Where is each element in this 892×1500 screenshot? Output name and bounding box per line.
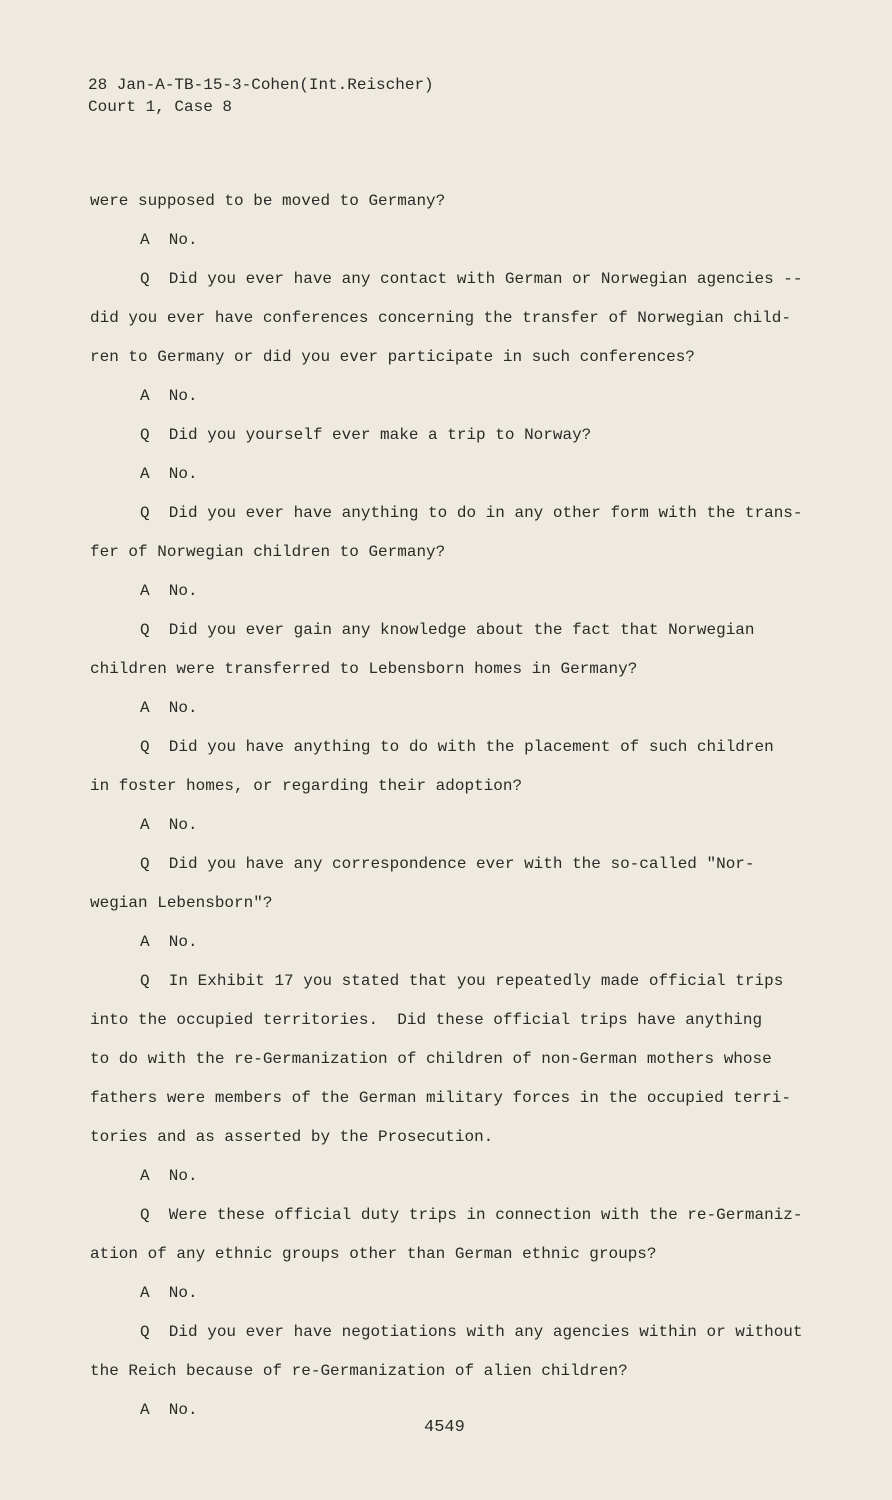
page-number: 4549 — [424, 1418, 465, 1437]
transcript-line: children were transferred to Lebensborn homes in Germany? — [90, 660, 638, 678]
transcript-body — [90, 188, 820, 1436]
transcript-line: A No. — [140, 465, 198, 483]
transcript-line: ation of any ethnic groups other than German ethnic groups? — [90, 1245, 657, 1263]
transcript-line: wegian Lebensborn"? — [90, 894, 273, 912]
transcript-line: fer of Norwegian children to Germany? — [90, 543, 446, 561]
transcript-line: Q Did you yourself ever make a trip to Norway? — [140, 426, 592, 444]
transcript-line: Q Did you have anything to do with the placement of such children — [140, 738, 774, 756]
transcript-line: A No. — [140, 1284, 198, 1302]
header-reference: 28 Jan-A-TB-15-3-Cohen(Int.Reischer) — [88, 76, 434, 94]
transcript-line: into the occupied territories. Did these official trips have anything — [90, 1011, 763, 1029]
transcript-line: A No. — [140, 231, 198, 249]
transcript-line: tories and as asserted by the Prosecution. — [90, 1128, 494, 1146]
transcript-line: the Reich because of re-Germanization of alien children? — [90, 1362, 628, 1380]
transcript-line: A No. — [140, 933, 198, 951]
transcript-line: Q Did you have any correspondence ever with the so-called "Nor- — [140, 855, 755, 873]
transcript-line: A No. — [140, 1401, 198, 1419]
transcript-line: Q Did you ever gain any knowledge about the fact that Norwegian — [140, 621, 755, 639]
header-court: Court 1, Case 8 — [88, 98, 233, 116]
transcript-line: A No. — [140, 1167, 198, 1185]
transcript-line: A No. — [140, 699, 198, 717]
transcript-line: A No. — [140, 816, 198, 834]
transcript-line: fathers were members of the German military forces in the occupied terri- — [90, 1089, 791, 1107]
document-header — [88, 74, 434, 118]
transcript-line: A No. — [140, 582, 198, 600]
transcript-line: Q Did you ever have negotiations with any agencies within or without — [140, 1323, 803, 1341]
transcript-line: Q Were these official duty trips in connection with the re-Germaniz- — [140, 1206, 803, 1224]
transcript-line: did you ever have conferences concerning the transfer of Norwegian child- — [90, 309, 791, 327]
transcript-line: were supposed to be moved to Germany? — [90, 192, 446, 210]
transcript-line: Q Did you ever have any contact with German or Norwegian agencies -- — [140, 270, 803, 288]
transcript-line: in foster homes, or regarding their adoption? — [90, 777, 523, 795]
transcript-line: A No. — [140, 387, 198, 405]
transcript-line: ren to Germany or did you ever participate in such conferences? — [90, 348, 695, 366]
transcript-line: to do with the re-Germanization of children of non-German mothers whose — [90, 1050, 772, 1068]
transcript-line: Q In Exhibit 17 you stated that you repeatedly made official trips — [140, 972, 784, 990]
transcript-line: Q Did you ever have anything to do in any other form with the trans- — [140, 504, 803, 522]
